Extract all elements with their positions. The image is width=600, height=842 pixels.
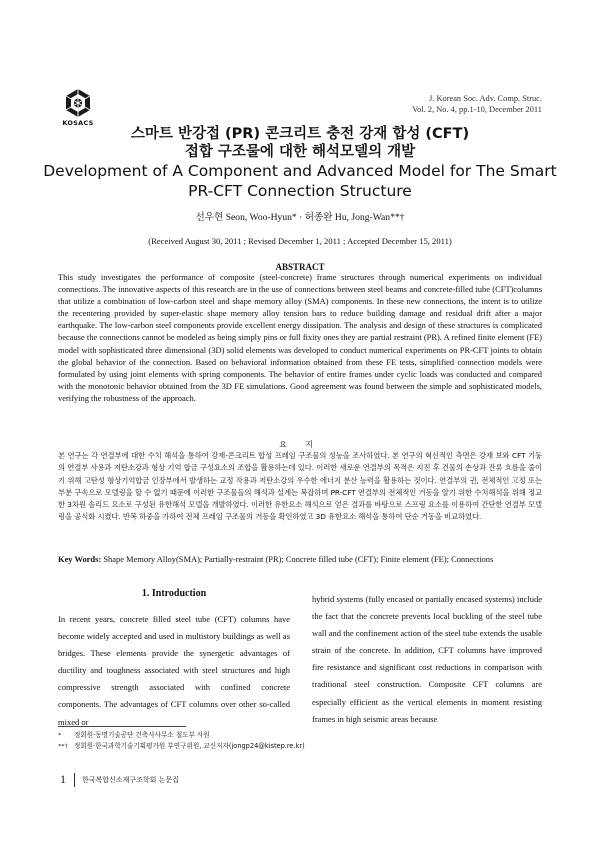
kosacs-logo-emblem-icon	[63, 88, 93, 118]
kosacs-logo	[60, 88, 96, 127]
english-title-line-1: Development of A Component and Advanced Model for The Smart	[43, 162, 557, 180]
intro-column-1: In recent years, concrete filled steel tube (CFT) columns have become widely accepted and used in multistory buildings as well as bridges. These elements provide the synergetic advantages of ductility and toughness associated with steel structures and high compressive strength associated with confined concrete components. The advantages of CFT columns over other so-called mixed or	[58, 614, 290, 727]
keywords-text: Shape Memory Alloy(SMA); Partially-restraint (PR); Concrete filled tube (CFT); Finite element (FE); Connections	[103, 554, 494, 564]
footnote-2-text: 정회원·한국과학기술기획평가원 부연구위원, 교신저자(jongp24@kistep.re.kr)	[74, 742, 305, 750]
journal-citation	[412, 93, 542, 115]
footnote-1-mark: *	[58, 732, 62, 739]
footnote-divider	[58, 726, 186, 727]
intro-column-2: hybrid systems (fully encased or partially encased systems) include the fact that the concrete prevents local buckling of the steel tube wall and the confinement action of the steel tube extends the usable strain of the concrete. In addition, CFT columns have improved fire resistance and significant cost reductions in comparison with traditional steel construction. Composite CFT columns are especially efficient as the vertical elements in moment resisting frames in high seismic areas because	[312, 594, 542, 724]
footnote-1-text: 정회원·동명기술공단 건축사사무소 철도부 사원	[74, 731, 210, 739]
page-number: 1	[60, 772, 66, 786]
section-heading-introduction: 1. Introduction	[141, 588, 207, 599]
korean-abstract-heading: 요 지	[279, 440, 321, 449]
received-dates: (Received August 30, 2011 ; Revised December 1, 2011 ; Accepted December 15, 2011)	[148, 236, 452, 246]
journal-line-2: Vol. 2, No. 4, pp.1-10, December 2011	[412, 105, 542, 114]
journal-line-1: J. Korean Soc. Adv. Comp. Struc.	[429, 94, 542, 103]
abstract-text: This study investigates the performance of composite (steel-concrete) frame structures through numerical experiments on individual connections. The innovative aspects of this research are in the use of connections between steel beams and concrete-filled tube (CFT)columns that utilize a combination of low-carbon steel and shape memory alloy (SMA) components. In these new connections, the intent is to utilize the recentering provided by super-elastic shape memory alloy tension bars to reduce building damage and residual drift after a major earthquake. The low-carbon steel components provide excellent energy dissipation. The analysis and design of these structures is complicated because the connections cannot be modeled as being simply pins or full fixity ones they are partial restraint (PR). A refined finite element (FE) model with sophisticated three dimensional (3D) solid elements was developed to conduct numerical experiments on PR-CFT joints to obtain the global behavior of the connection. Based on behavioral information obtained from these FE tests, simplified connection models were formulated by using joint elements with spring components. The behavior of entire frames under cyclic loads was conducted and compared with the monotonic behavior obtained from the 3D FE simulations. Good agreement was found between the simple and sophisticated models, verifying the robustness of the approach.	[58, 272, 542, 403]
korean-title-line-1: 스마트 반강접 (PR) 콘크리트 충전 강재 합성 (CFT)	[130, 126, 470, 142]
abstract-heading: ABSTRACT	[275, 262, 325, 272]
keywords	[58, 554, 542, 566]
english-title-line-2: PR-CFT Connection Structure	[188, 182, 412, 200]
authors: 선우현 Seon, Woo-Hyun* · 허종완 Hu, Jong-Wan**†	[195, 212, 405, 223]
footer-divider	[74, 773, 75, 787]
keywords-label: Key Words:	[58, 554, 102, 564]
logo-text: KOSACS	[62, 119, 94, 127]
footer-journal-name: 한국복합신소재구조학회 논문집	[82, 776, 179, 784]
footnote-1	[58, 730, 358, 741]
footnote-2-mark: **†	[58, 743, 68, 750]
footnote-2	[58, 741, 358, 752]
korean-abstract-text: 본 연구는 각 연결부에 대한 수치 해석을 통하여 강재-콘크리트 합성 프레임 구조물의 성능을 조사하였다. 본 연구의 혁신적인 측면은 강재 보와 CFT 기둥의 연결부 사용과 저탄소강과 형상 기억 합금 구성요소의 조합을 활용하는데 있다. 이러한 새로운 연결부의 목적은 지진 후 건물의 손상과 잔류 흐름을 줄이기 위해 고탄성 형상기억합금 인장부에서 발생하는 교정 작용과 저탄소강의 우수한 에너지 분산 능력을 활용하는 것이다. 연결부의 귄, 전체적인 고정 또는 부분 구속으로 모델링을 할 수 없기 때문에 이러한 구조물들의 해석과 설계는 복잡하며 PR-CFT 연결부의 전체적인 거동을 알기 위한 수치해석을 위해 정교한 3차원 솔리드 요소로 구성된 유한해석 모델을 개발하였다. 이러한 유한요소 해석으로 얻은 결과를 바탕으로 스프링 요소를 이용하여 간단한 연결부 모델링을 공식화 시켰다. 반복 하중을 가하여 전체 프레임 구조물의 거동을 확인하였고 3D 유한요소 해석을 통하여 단순 거동을 비교하였다.	[58, 451, 542, 522]
korean-title-line-2: 접합 구조물에 대한 해석모델의 개발	[184, 144, 416, 160]
